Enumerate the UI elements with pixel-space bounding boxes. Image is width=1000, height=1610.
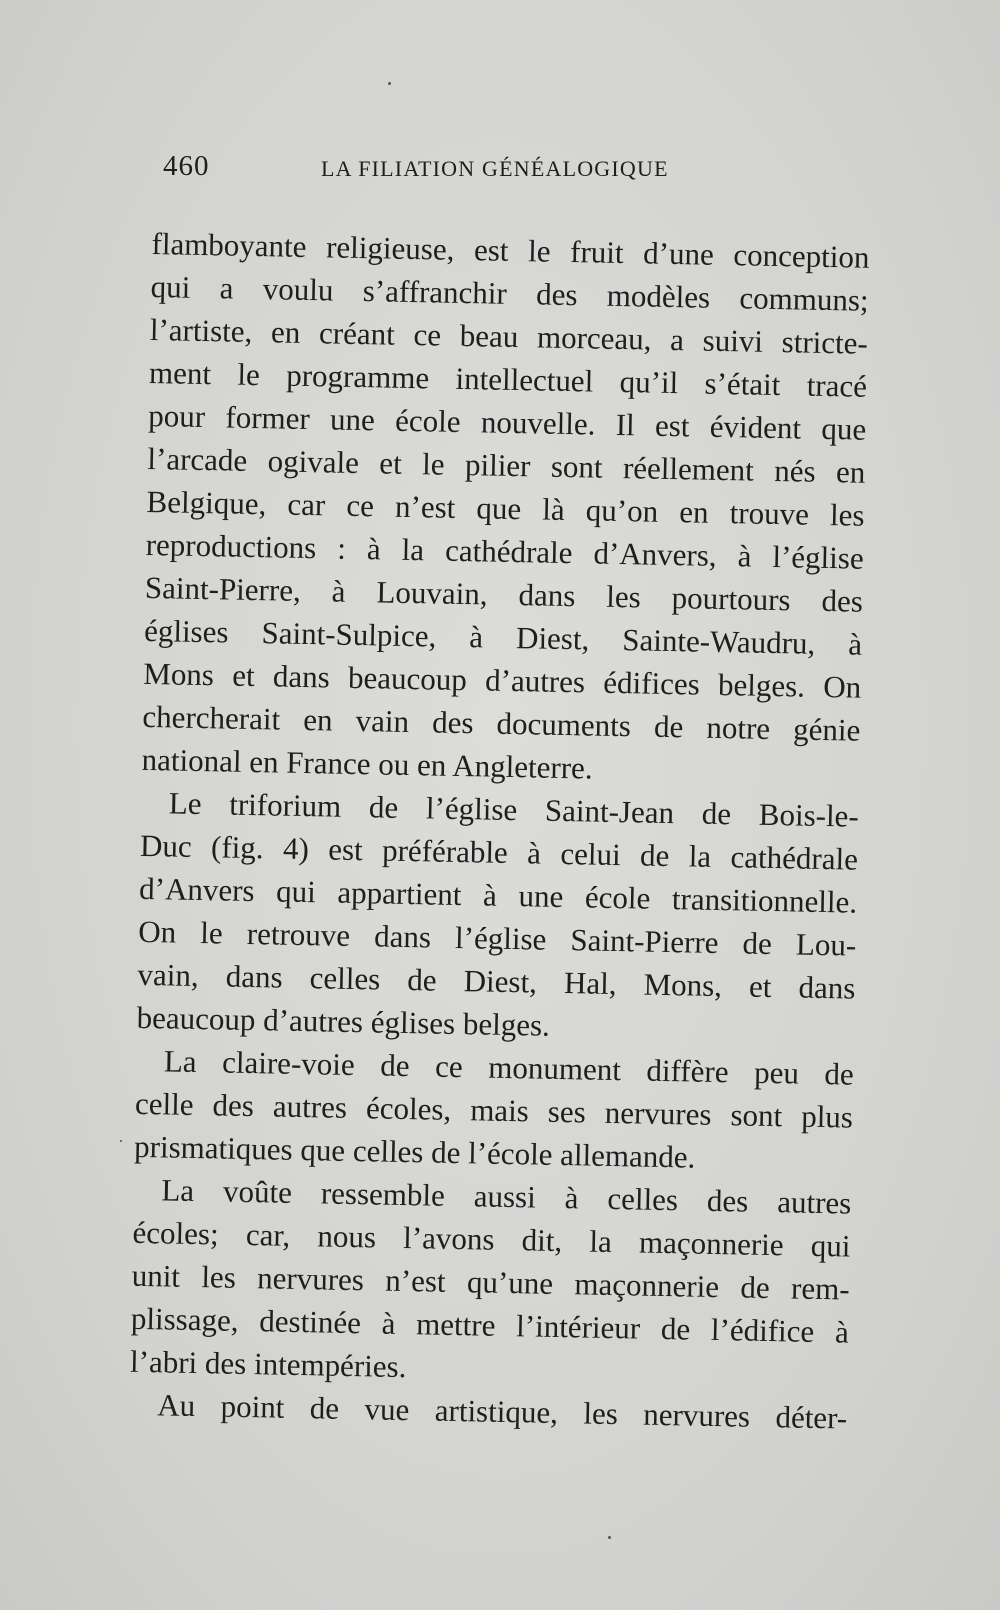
text-line: Mons et dans beaucoup d’autres édifices belges. On xyxy=(142,655,862,705)
text-line: l’abri des intempéries. xyxy=(129,1343,407,1385)
running-title: LA FILIATION GÉNÉALOGIQUE xyxy=(321,156,669,181)
text-line: l’artiste, en créant ce beau morceau, a suivi stricte- xyxy=(149,311,869,361)
paper-speck xyxy=(608,1536,611,1539)
text-line: prismatiques que celles de l’école allemande. xyxy=(133,1128,696,1175)
text-line: Duc (fig. 4) est préférable à celui de la cathédrale xyxy=(139,827,859,877)
text-line: l’arcade ogivale et le pilier sont réellement nés en xyxy=(147,440,866,490)
page-header xyxy=(163,150,723,190)
text-line: plissage, destinée à mettre l’intérieur de l’édifice à xyxy=(130,1300,850,1350)
text-line: qui a voulu s’affranchir des modèles communs; xyxy=(150,268,869,318)
text-line: vain, dans celles de Diest, Hal, Mons, et dans xyxy=(137,956,856,1006)
paper-speck xyxy=(120,1140,122,1142)
text-line: beaucoup d’autres églises belges. xyxy=(136,999,551,1043)
text-line: On le retrouve dans l’église Saint-Pierre de Lou- xyxy=(138,913,857,963)
body-text xyxy=(129,222,870,1440)
text-line: d’Anvers qui appartient à une école transitionnelle. xyxy=(138,870,858,920)
text-line: églises Saint-Sulpice, à Diest, Sainte-Waudru, à xyxy=(143,612,863,662)
text-line: chercherait en vain des documents de notre génie xyxy=(142,698,861,748)
text-line: Le triforium de l’église Saint-Jean de Bois-le- xyxy=(168,785,860,834)
text-line: Belgique, car ce n’est que là qu’on en trouve les xyxy=(146,483,865,533)
text-line: unit les nervures n’est qu’une maçonnerie de rem- xyxy=(131,1257,850,1307)
text-line: écoles; car, nous l’avons dit, la maçonnerie qui xyxy=(132,1214,851,1264)
text-line: flamboyante religieuse, est le fruit d’une conception xyxy=(151,225,870,275)
text-line: Au point de vue artistique, les nervures déter- xyxy=(156,1387,848,1436)
page-number: 460 xyxy=(163,150,210,182)
text-line: national en France ou en Angleterre. xyxy=(141,741,593,786)
text-line: reproductions : à la cathédrale d’Anvers, à l’église xyxy=(145,526,865,576)
text-line: La voûte ressemble aussi à celles des autres xyxy=(161,1172,852,1221)
text-line: pour former une école nouvelle. Il est évident que xyxy=(147,397,867,447)
text-line: Saint-Pierre, à Louvain, dans les pourtours des xyxy=(144,569,864,619)
text-line: ment le programme intellectuel qu’il s’était tracé xyxy=(148,354,868,404)
text-line: celle des autres écoles, mais ses nervures sont plus xyxy=(134,1085,854,1135)
text-line: La claire-voie de ce monument diffère peu de xyxy=(163,1043,855,1092)
paper-speck xyxy=(388,82,391,85)
